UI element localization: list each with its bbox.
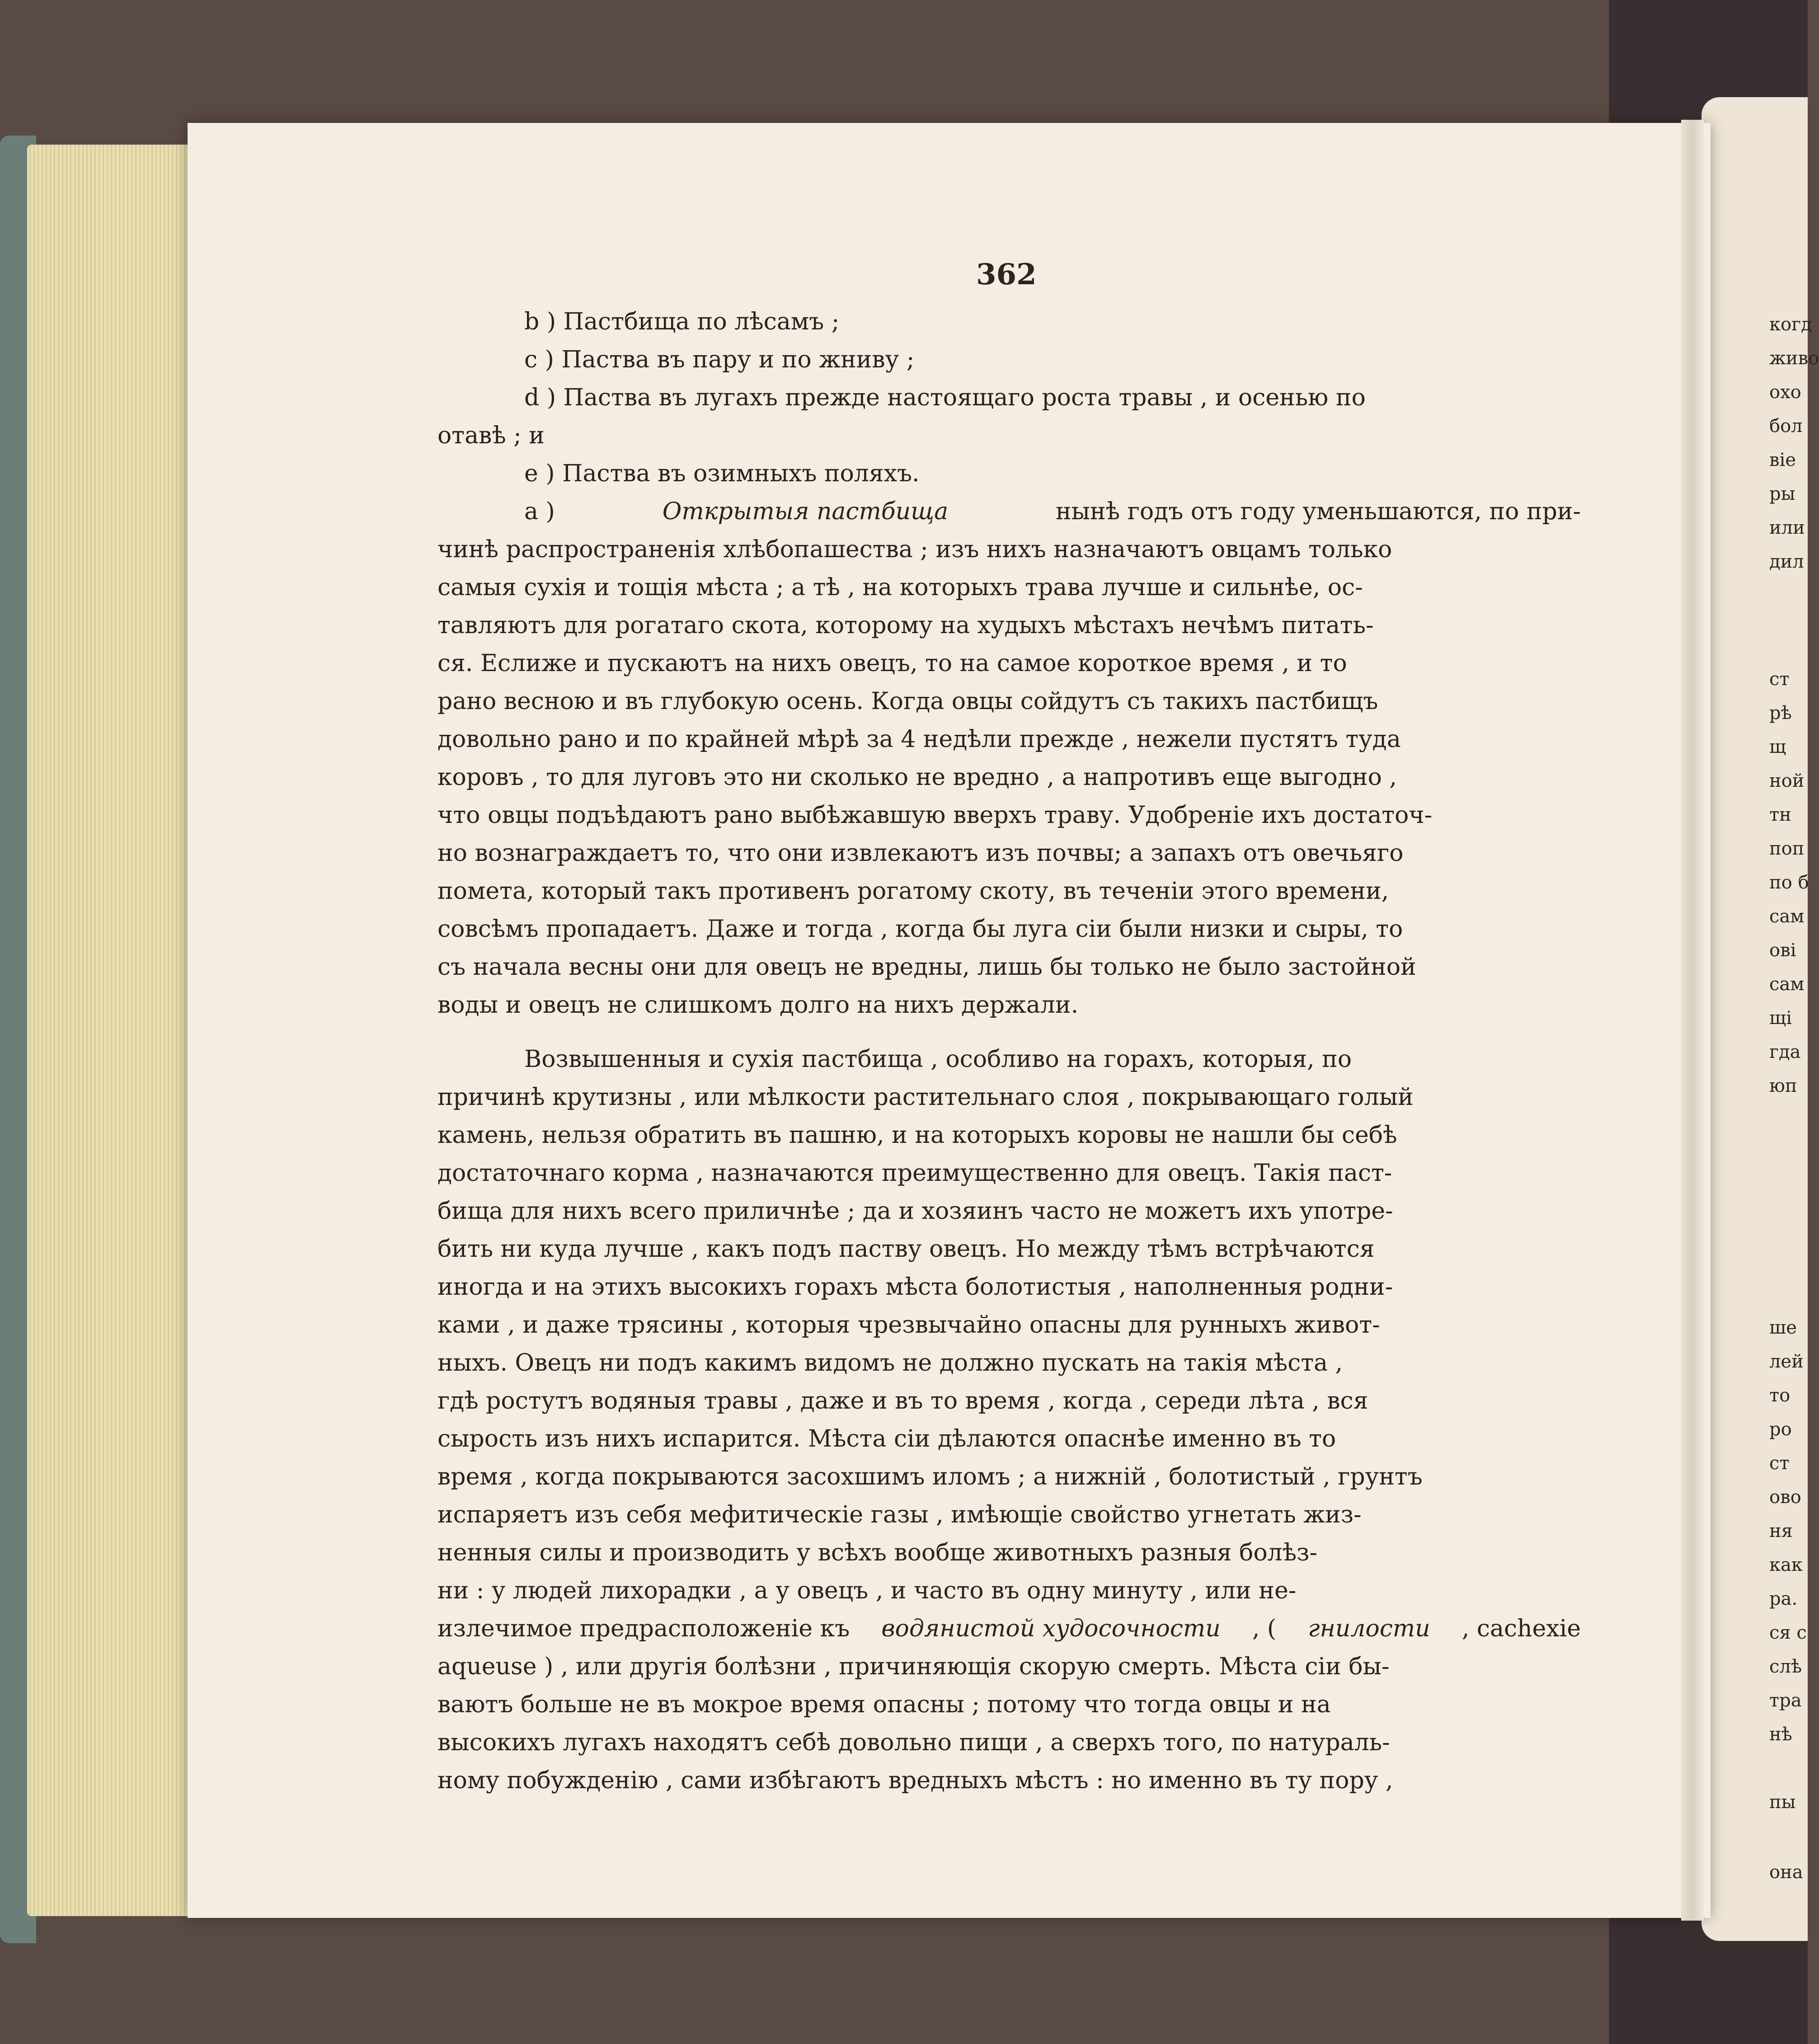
para-b-line: ненныя силы и производить у всѣхъ вообще животныхъ разныя болѣз- <box>437 1539 1317 1566</box>
adjacent-fragment: бол <box>1769 416 1803 437</box>
para-b-line: aqueuse ) , или другія болѣзни , причиняющія скорую смерть. Мѣста сіи бы- <box>437 1653 1390 1680</box>
adjacent-fragment: ові <box>1769 940 1796 961</box>
list-item-d: d ) Паства въ лугахъ прежде настоящаго роста травы , и осенью по <box>524 384 1366 411</box>
adjacent-fragment: ро <box>1769 1419 1792 1440</box>
para-b-line: сырость изъ нихъ испарится. Мѣста сіи дѣлаются опаснѣе именно въ то <box>437 1425 1336 1452</box>
adjacent-fragment: юп <box>1769 1076 1797 1096</box>
para-a-line: тавляютъ для рогатаго скота, которому на худыхъ мѣстахъ нечѣмъ питать- <box>437 612 1374 639</box>
adjacent-fragment: она <box>1769 1862 1803 1883</box>
para-b-line: бить ни куда лучше , какъ подъ паству овецъ. Но между тѣмъ встрѣчаются <box>437 1236 1375 1263</box>
adjacent-fragment: ры <box>1769 484 1795 504</box>
para-b-line-15 <box>437 1610 1581 1648</box>
para-b-line: ному побужденію , сами избѣгаютъ вредныхъ мѣстъ : но именно въ ту пору , <box>437 1767 1393 1794</box>
adjacent-fragment: ся с <box>1769 1622 1807 1643</box>
adjacent-fragment: ня <box>1769 1521 1793 1541</box>
page-edges <box>27 145 194 1916</box>
line15-italic-1: водянистой худосочности <box>881 1615 1221 1642</box>
para-b-first-line: Возвышенныя и сухія пастбища , особливо на горахъ, которыя, по <box>524 1046 1352 1073</box>
para-a-line: но вознаграждаетъ то, что они извлекаютъ изъ почвы; а запахъ отъ овечьяго <box>437 840 1404 867</box>
adjacent-fragment: нѣ <box>1769 1724 1792 1745</box>
list-item-c: c ) Паства въ пару и по жниву ; <box>524 346 915 373</box>
para-a-line: совсѣмъ пропадаетъ. Даже и тогда , когда бы луга сіи были низки и сыры, то <box>437 916 1403 943</box>
adjacent-fragment: или <box>1769 517 1805 538</box>
para-b-line: причинѣ крутизны , или мѣлкости растительнаго слоя , покрывающаго голый <box>437 1084 1414 1111</box>
adjacent-fragment: ра. <box>1769 1588 1798 1609</box>
list-item-b: b ) Пастбища по лѣсамъ ; <box>524 308 840 335</box>
adjacent-fragment: пы <box>1769 1792 1796 1813</box>
para-a-first-line <box>437 493 1581 531</box>
para-b-line: ваютъ больше не въ мокрое время опасны ; потому что тогда овцы и на <box>437 1691 1331 1718</box>
line15-italic-2: гнилости <box>1308 1615 1430 1642</box>
adjacent-fragment: лей <box>1769 1351 1804 1372</box>
page-number: 362 <box>976 258 1037 291</box>
para-a-line: рано весною и въ глубокую осень. Когда овцы сойдутъ съ такихъ пастбищъ <box>437 688 1378 715</box>
adjacent-fragment: живо <box>1769 348 1819 369</box>
adjacent-fragment: поп <box>1769 838 1805 859</box>
para-b-line: ныхъ. Овецъ ни подъ какимъ видомъ не должно пускать на такія мѣста , <box>437 1349 1343 1377</box>
adjacent-fragment: віе <box>1769 450 1796 470</box>
adjacent-fragment: ово <box>1769 1487 1801 1508</box>
para-a-line: коровъ , то для луговъ это ни сколько не вредно , а напротивъ еще выгодно , <box>437 764 1397 791</box>
para-a-line: что овцы подъѣдаютъ рано выбѣжавшую вверхъ траву. Удобреніе ихъ достаточ- <box>437 802 1433 829</box>
adjacent-fragment: слѣ <box>1769 1656 1802 1677</box>
adjacent-fragment: щі <box>1769 1008 1792 1029</box>
para-a-line: съ начала весны они для овецъ не вредны, лишь бы только не было застойной <box>437 954 1416 981</box>
adjacent-fragment: ше <box>1769 1317 1797 1338</box>
para-a-first-rest: нынѣ годъ отъ году уменьшаются, по при- <box>1056 498 1581 525</box>
adjacent-fragment: сам <box>1769 974 1805 995</box>
para-b-line: бища для нихъ всего приличнѣе ; да и хозяинъ часто не можетъ ихъ употре- <box>437 1198 1393 1225</box>
adjacent-fragment: ст <box>1769 1453 1790 1474</box>
adjacent-fragment: ст <box>1769 669 1790 690</box>
adjacent-fragment: по б <box>1769 872 1809 893</box>
adjacent-fragment: рѣ <box>1769 703 1792 724</box>
adjacent-fragment: то <box>1769 1385 1791 1406</box>
para-a-line: довольно рано и по крайней мѣрѣ за 4 недѣли прежде , нежели пустятъ туда <box>437 726 1401 753</box>
adjacent-fragment: как <box>1769 1555 1803 1575</box>
para-a-line: ся. Еслиже и пускаютъ на нихъ овецъ, то на самое короткое время , и то <box>437 650 1347 677</box>
para-b-line: гдѣ ростутъ водяныя травы , даже и въ то время , когда , середи лѣта , вся <box>437 1387 1368 1414</box>
adjacent-fragment: охо <box>1769 382 1801 403</box>
para-b-line: иногда и на этихъ высокихъ горахъ мѣста болотистыя , наполненныя родни- <box>437 1273 1393 1301</box>
line15-post: , cachexie <box>1462 1615 1581 1642</box>
list-item-e: e ) Паства въ озимныхъ поляхъ. <box>524 460 920 487</box>
adjacent-fragment: щ <box>1769 737 1786 757</box>
adjacent-fragment: тра <box>1769 1690 1802 1711</box>
para-b-line: достаточнаго корма , назначаются преимущественно для овецъ. Такія паст- <box>437 1160 1392 1187</box>
adjacent-page <box>1701 97 1819 1941</box>
list-item-d-cont: отавѣ ; и <box>437 422 545 449</box>
para-b-line: время , когда покрываются засохшимъ иломъ ; а нижній , болотистый , грунтъ <box>437 1463 1423 1490</box>
para-b-line: высокихъ лугахъ находятъ себѣ довольно пищи , а сверхъ того, по натураль- <box>437 1729 1390 1756</box>
para-a-line: помета, который такъ противенъ рогатому скоту, въ теченіи этого времени, <box>437 878 1389 905</box>
para-b-line: ни : у людей лихорадки , а у овецъ , и часто въ одну минуту , или не- <box>437 1577 1297 1604</box>
para-b-line: камень, нельзя обратить въ пашню, и на которыхъ коровы не нашли бы себѣ <box>437 1122 1397 1149</box>
adjacent-fragment: когд <box>1769 314 1812 335</box>
adjacent-fragment: гда <box>1769 1042 1801 1062</box>
adjacent-fragment: дил <box>1769 551 1804 572</box>
para-a-italic: Открытыя пастбища <box>662 498 949 525</box>
adjacent-fragment: сам <box>1769 906 1805 927</box>
line15-pre: излечимое предрасположеніе къ <box>437 1615 850 1642</box>
para-a-line: чинѣ распространенія хлѣбопашества ; изъ нихъ назначаютъ овцамъ только <box>437 536 1392 563</box>
para-b-line: ками , и даже трясины , которыя чрезвычайно опасны для рунныхъ живот- <box>437 1311 1380 1339</box>
para-a-last-line: воды и овецъ не слишкомъ долго на нихъ держали. <box>437 991 1079 1019</box>
line15-mid: , ( <box>1252 1615 1277 1642</box>
para-a-prefix: a ) <box>524 498 555 525</box>
page-gutter <box>1681 120 1704 1921</box>
adjacent-fragment: тн <box>1769 804 1791 825</box>
para-a-line: самыя сухія и тощія мѣста ; а тѣ , на которыхъ трава лучше и сильнѣе, ос- <box>437 574 1363 601</box>
page-text <box>437 303 1581 1800</box>
adjacent-fragment: ной <box>1769 771 1805 791</box>
para-b-line: испаряетъ изъ себя мефитическіе газы , имѣющіе свойство угнетать жиз- <box>437 1501 1362 1528</box>
